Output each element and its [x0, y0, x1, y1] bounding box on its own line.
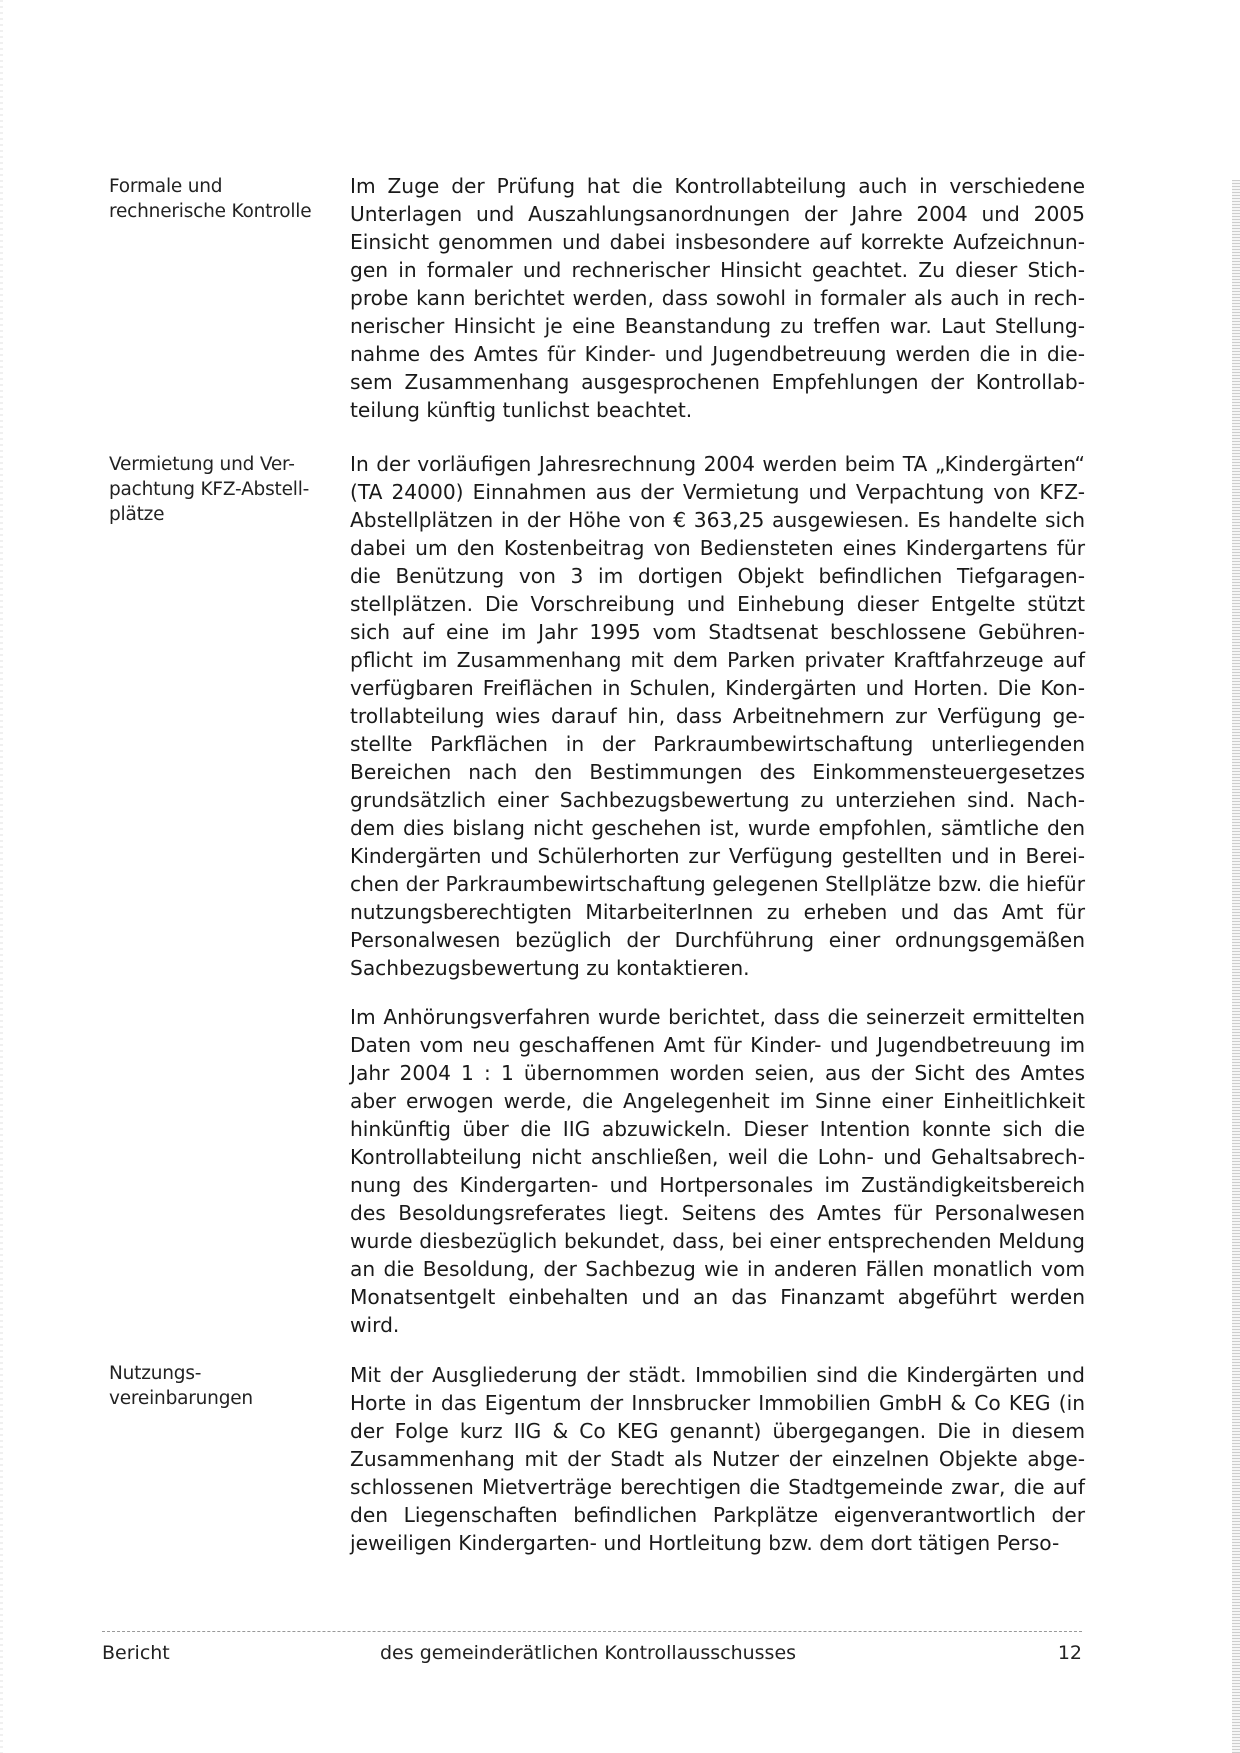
- margin-label-line: Nutzungs-: [109, 1363, 202, 1384]
- paragraph: Im Zuge der Prüfung hat die Kontrollabteilung auch in verschiedene Unterlagen und Auszahlungsanordnungen der Jahre 2004 und 2005 Einsicht genommen und dabei insbesondere auf korrekte Aufzeichnungen in formaler und rechnerischer Hinsicht geachtet. Zu dieser Stichprobe kann berichtet werden, dass sowohl in formaler als auch in rechnerischer Hinsicht je eine Beanstandung zu treffen war. Laut Stellungnahme des Amtes für Kinder- und Jugendbetreuung werden die in diesem Zusammenhang ausgesprochenen Empfehlungen der Kontrollabteilung künftig tunlichst beachtet.: [350, 174, 1085, 422]
- page-footer: [102, 1640, 1082, 1666]
- page-number: 12: [1057, 1642, 1082, 1664]
- scan-edge-artifact-left: [0, 0, 3, 1753]
- body-section-nutzungsvereinbarungen: [350, 1361, 1085, 1557]
- footer-report-label: Bericht: [102, 1642, 170, 1664]
- margin-label-vermietung-kfz: [109, 452, 329, 527]
- margin-label-line: vereinbarungen: [109, 1388, 253, 1409]
- body-section-vermietung-kfz: [350, 450, 1085, 982]
- footer-committee-label: des gemeinderätlichen Kontrollausschusses: [380, 1642, 797, 1664]
- body-section-anhoerungsverfahren: [350, 1003, 1085, 1339]
- margin-label-line: rechnerische Kontrolle: [109, 201, 312, 222]
- margin-label-nutzungsvereinbarungen: [109, 1361, 329, 1411]
- margin-label-line: plätze: [109, 504, 165, 525]
- margin-label-line: Formale und: [109, 176, 223, 197]
- margin-label-formale-kontrolle: [109, 174, 329, 224]
- paragraph: In der vorläufigen Jahresrechnung 2004 werden beim TA „Kindergärten“ (TA 24000) Einnahmen aus der Vermietung und Verpachtung von KFZ-Abstellplätzen in der Höhe von € 363,25 ausgewiesen. Es handelte sich dabei um den Kostenbeitrag von Bediensteten eines Kindergartens für die Benützung von 3 im dortigen Objekt befindlichen Tiefgaragenstellplätzen. Die Vorschreibung und Einhebung dieser Entgelte stützt sich auf eine im Jahr 1995 vom Stadtsenat beschlossene Gebührenpflicht im Zusammenhang mit dem Parken privater Kraftfahrzeuge auf verfügbaren Freiflächen in Schulen, Kindergärten und Horten. Die Kontrollabteilung wies darauf hin, dass Arbeitnehmern zur Verfügung gestellte Parkflächen in der Parkraumbewirtschaftung unterliegenden Bereichen nach den Bestimmungen des Einkommensteuergesetzes grundsätzlich einer Sachbezugsbewertung zu unterziehen sind. Nachdem dies bislang nicht geschehen ist, wurde empfohlen, sämtliche den Kindergärten und Schülerhorten zur Verfügung gestellten und in Bereichen der Parkraumbewirtschaftung gelegenen Stellplätze bzw. die hiefür nutzungsberechtigten MitarbeiterInnen zu erheben und das Amt für Personalwesen bezüglich der Durchführung einer ordnungsgemäßen Sachbezugsbewertung zu kontaktieren.: [350, 452, 1085, 980]
- body-section-formale-kontrolle: [350, 172, 1085, 424]
- footer-divider: [102, 1631, 1082, 1632]
- paragraph: Im Anhörungsverfahren wurde berichtet, dass die seinerzeit ermittelten Daten vom neu geschaffenen Amt für Kinder- und Jugendbetreuung im Jahr 2004 1 : 1 übernommen worden seien, aus der Sicht des Amtes aber erwogen werde, die Angelegenheit im Sinne einer Einheitlichkeit hinkünftig über die IIG abzuwickeln. Dieser Intention konnte sich die Kontrollabteilung nicht anschließen, weil die Lohn- und Gehaltsabrechnung des Kindergarten- und Hortpersonales im Zuständigkeitsbereich des Besoldungsreferates liegt. Seitens des Amtes für Personalwesen wurde diesbezüglich bekundet, dass, bei einer entsprechenden Meldung an die Besoldung, der Sachbezug wie in anderen Fällen monatlich vom Monatsentgelt einbehalten und an das Finanzamt abgeführt werden wird.: [350, 1005, 1085, 1337]
- margin-label-line: Vermietung und Ver-: [109, 454, 295, 475]
- margin-label-line: pachtung KFZ-Abstell-: [109, 479, 310, 500]
- paragraph: Mit der Ausgliederung der städt. Immobilien sind die Kindergärten und Horte in das Eigentum der Innsbrucker Immobilien GmbH & Co KEG (in der Folge kurz IIG & Co KEG genannt) übergegangen. Die in diesem Zusammenhang mit der Stadt als Nutzer der einzelnen Objekte abgeschlossenen Mietverträge berechtigen die Stadtgemeinde zwar, die auf den Liegenschaften befindlichen Parkplätze eigenverantwortlich der jeweiligen Kindergarten- und Hortleitung bzw. dem dort tätigen Perso-: [350, 1363, 1085, 1555]
- scan-edge-artifact-right: [1232, 180, 1240, 1753]
